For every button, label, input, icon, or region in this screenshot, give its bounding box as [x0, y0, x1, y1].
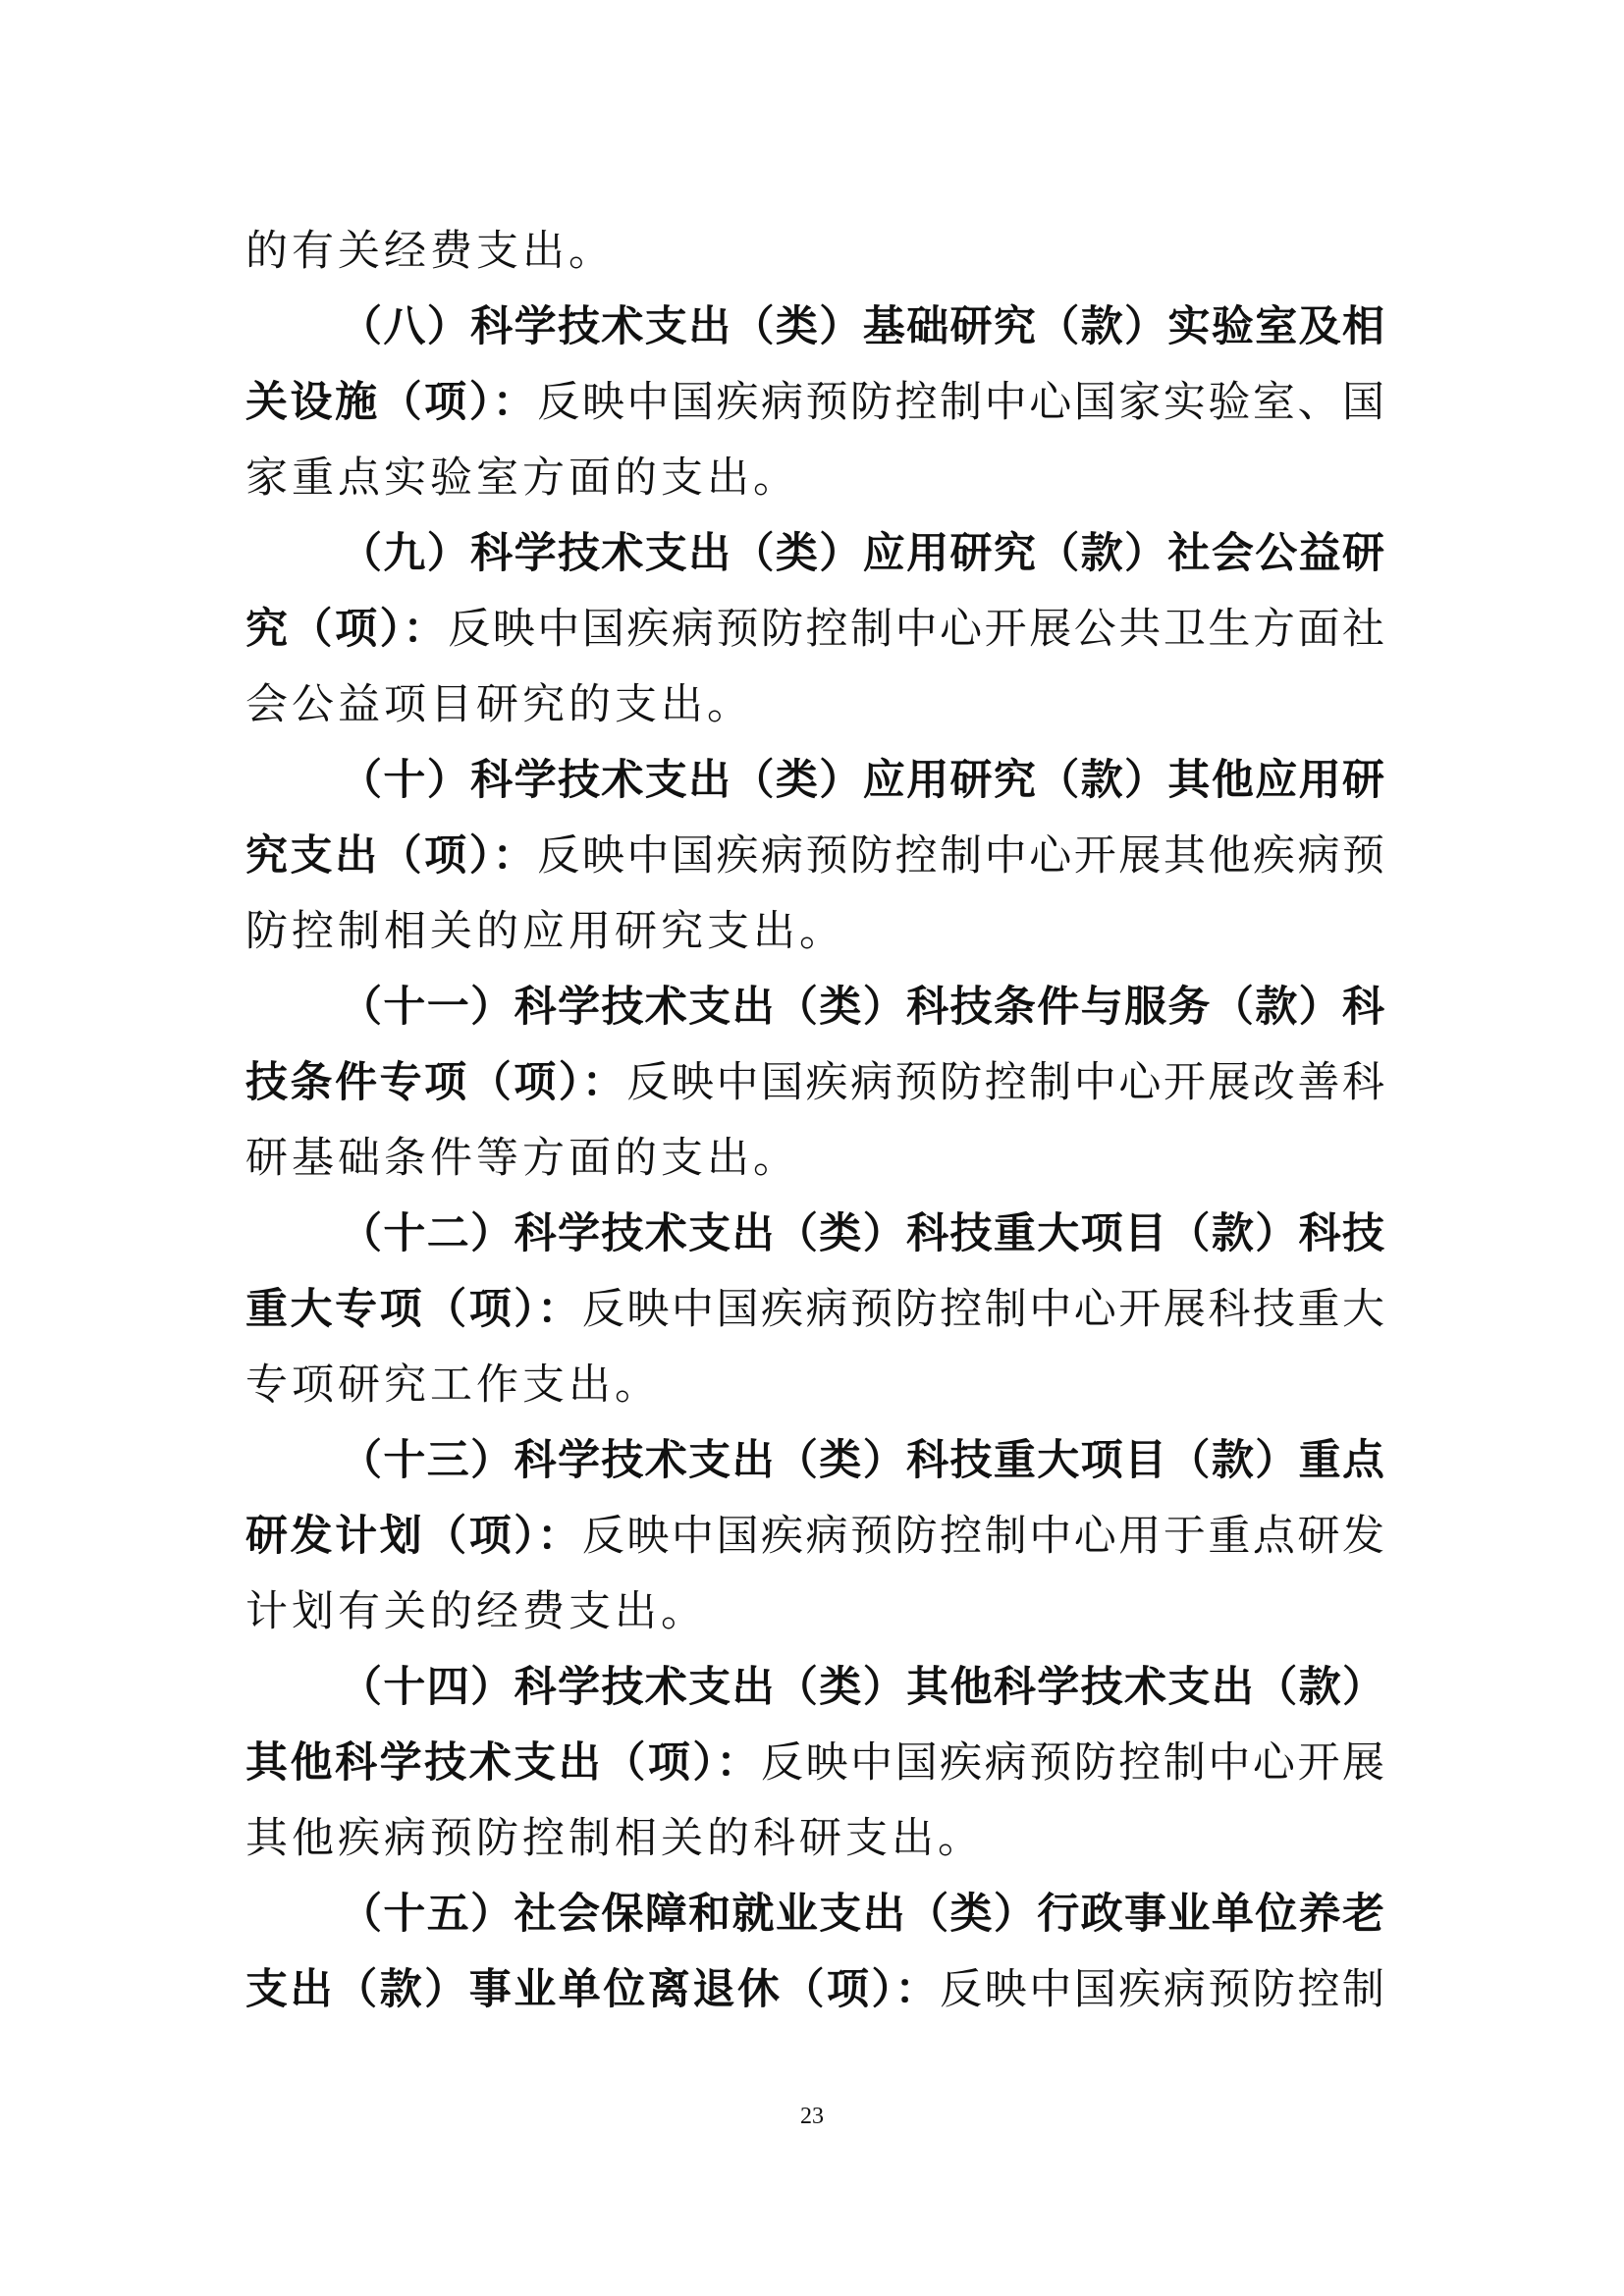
text-line [245, 1346, 1384, 1424]
section-heading: 关设施（项）： [245, 378, 538, 427]
section-heading: （十五）社会保障和就业支出（类）行政事业单位养老 [340, 1890, 1384, 1939]
text-line [245, 590, 1384, 668]
text-line [245, 1497, 1384, 1575]
section-heading: （十三）科学技术支出（类）科技重大项目（款）重点 [340, 1436, 1384, 1485]
line-text: 会公益项目研究的支出。 [245, 680, 753, 729]
text-line [245, 666, 1384, 744]
text-line [245, 1119, 1384, 1198]
section-heading: 支出（款）事业单位离退休（项）： [245, 1965, 941, 2014]
text-line [245, 212, 1384, 291]
line-text: 反映中国疾病预防控制中心开展 [760, 1738, 1385, 1788]
text-line [245, 1799, 1384, 1878]
section-heading: 究支出（项）： [245, 831, 538, 881]
section-heading-line [340, 288, 1384, 366]
text-line [245, 363, 1384, 442]
section-heading-line [340, 1875, 1384, 1953]
line-text: 反映中国疾病预防控制 [940, 1965, 1385, 2014]
section-heading-line [340, 1421, 1384, 1500]
line-text: 防控制相关的应用研究支出。 [245, 907, 845, 956]
section-heading-line [340, 514, 1384, 593]
text-line [245, 817, 1384, 895]
line-text: 的有关经费支出。 [245, 227, 615, 276]
text-line [245, 1270, 1384, 1349]
line-text: 专项研究工作支出。 [245, 1361, 661, 1410]
section-heading: （十二）科学技术支出（类）科技重大项目（款）科技 [340, 1209, 1384, 1258]
line-text: 反映中国疾病预防控制中心开展科技重大 [581, 1285, 1385, 1334]
line-text: 家重点实验室方面的支出。 [245, 454, 799, 503]
section-heading: （九）科学技术支出（类）应用研究（款）社会公益研 [340, 529, 1384, 578]
text-line [245, 1950, 1384, 2029]
section-heading: 研发计划（项）： [245, 1512, 582, 1561]
line-text: 研基础条件等方面的支出。 [245, 1134, 799, 1183]
section-heading: 其他科学技术支出（项）： [245, 1738, 761, 1788]
line-text: 反映中国疾病预防控制中心用于重点研发 [581, 1512, 1385, 1561]
line-text: 反映中国疾病预防控制中心国家实验室、国 [537, 378, 1385, 427]
line-text: 计划有关的经费支出。 [245, 1587, 707, 1636]
section-heading-line [340, 1195, 1384, 1273]
section-heading: （十）科学技术支出（类）应用研究（款）其他应用研 [340, 756, 1384, 805]
line-text: 其他疾病预防控制相关的科研支出。 [245, 1814, 984, 1863]
text-line [245, 1043, 1384, 1122]
section-heading: 究（项）： [245, 605, 449, 654]
section-heading: （十四）科学技术支出（类）其他科学技术支出（款） [340, 1663, 1384, 1712]
text-line [245, 439, 1384, 517]
text-line [245, 1724, 1384, 1802]
section-heading: 技条件专项（项）： [245, 1058, 627, 1107]
section-heading: 重大专项（项）： [245, 1285, 582, 1334]
line-text: 反映中国疾病预防控制中心开展公共卫生方面社 [448, 605, 1385, 654]
line-text: 反映中国疾病预防控制中心开展改善科 [626, 1058, 1385, 1107]
section-heading-line [340, 741, 1384, 820]
page-number: 23 [800, 2104, 824, 2129]
section-heading: （八）科学技术支出（类）基础研究（款）实验室及相 [340, 302, 1384, 351]
text-line [245, 1573, 1384, 1651]
text-line [245, 892, 1384, 971]
section-heading-line [340, 1648, 1384, 1727]
line-text: 反映中国疾病预防控制中心开展其他疾病预 [537, 831, 1385, 881]
section-heading-line [340, 968, 1384, 1046]
section-heading: （十一）科学技术支出（类）科技条件与服务（款）科 [340, 983, 1384, 1032]
